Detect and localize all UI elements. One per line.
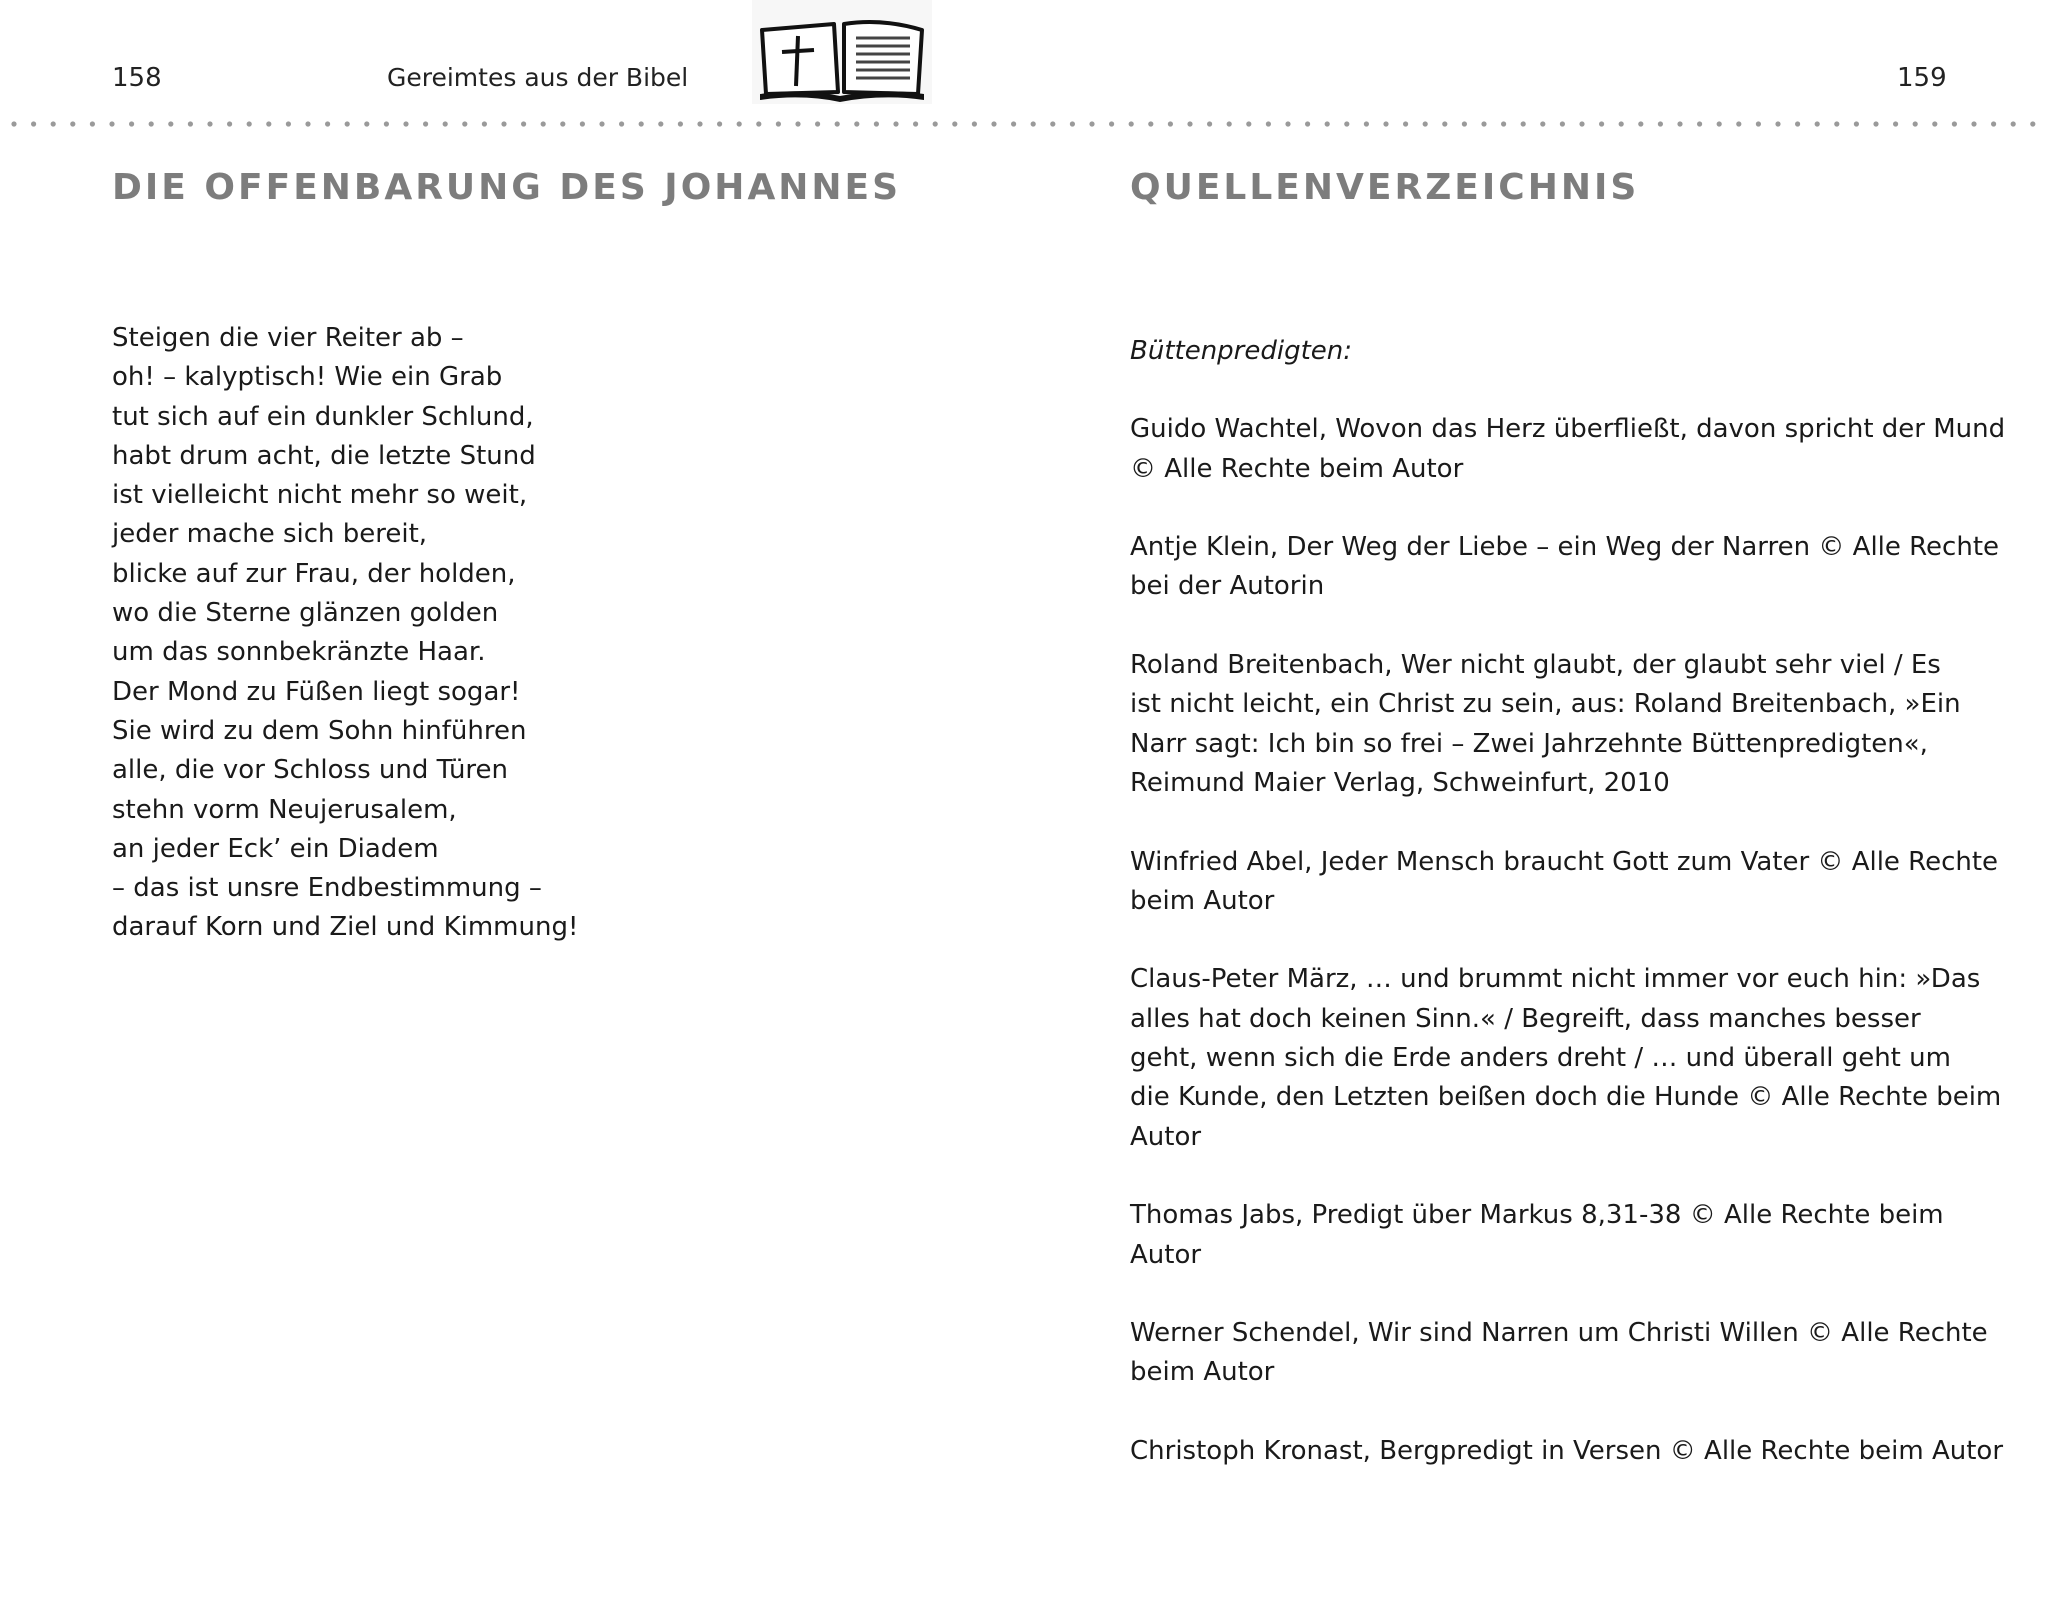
divider-dot	[1736, 121, 1741, 126]
divider-dot	[1560, 121, 1565, 126]
source-entry-line: Narr sagt: Ich bin so frei – Zwei Jahrzehnte Büttenpredigten«,	[1130, 728, 1928, 759]
divider-dot	[658, 121, 663, 126]
divider-dot	[1599, 121, 1604, 126]
divider-dot	[972, 121, 977, 126]
divider-dot	[1403, 121, 1408, 126]
source-entry-line: geht, wenn sich die Erde anders dreht / … und überall geht um	[1130, 1043, 1951, 1074]
divider-dot	[1325, 121, 1330, 126]
divider-dot	[1991, 121, 1996, 126]
source-entry-line: Thomas Jabs, Predigt über Markus 8,31-38 © Alle Rechte beim	[1130, 1200, 1944, 1231]
source-entry-line: beim Autor	[1130, 885, 1275, 916]
divider-dot	[168, 121, 173, 126]
divider-dot	[188, 121, 193, 126]
page-number-right: 159	[1897, 63, 1947, 93]
source-entry-line: Autor	[1130, 1121, 1202, 1152]
divider-dot	[1893, 121, 1898, 126]
divider-dot	[364, 121, 369, 126]
divider-dot	[1540, 121, 1545, 126]
source-entry	[1130, 1432, 2004, 1471]
divider-dot	[1932, 121, 1937, 126]
source-entry-line: Roland Breitenbach, Wer nicht glaubt, der glaubt sehr viel / Es	[1130, 650, 1941, 681]
divider-dot	[854, 121, 859, 126]
divider-dot	[1031, 121, 1036, 126]
divider-dot	[639, 121, 644, 126]
divider-dot	[1775, 121, 1780, 126]
divider-dot	[109, 121, 114, 126]
section-label: Büttenpredigten:	[1130, 336, 1353, 366]
source-entries	[1130, 410, 2006, 1471]
divider-dot	[1697, 121, 1702, 126]
divider-dot	[305, 121, 310, 126]
divider-dot	[129, 121, 134, 126]
divider-dot	[874, 121, 879, 126]
divider-dot	[1462, 121, 1467, 126]
source-entry-line: Autor	[1130, 1239, 1202, 1270]
divider-dot	[1834, 121, 1839, 126]
divider-dot	[717, 121, 722, 126]
divider-dot	[1344, 121, 1349, 126]
poem-line: stehn vorm Neujerusalem,	[112, 794, 457, 825]
running-title: Gereimtes aus der Bibel	[387, 63, 689, 92]
source-entry	[1130, 843, 1999, 922]
source-entry-line: alles hat doch keinen Sinn.« / Begreift, dass manches besser	[1130, 1003, 1921, 1034]
source-list	[1130, 332, 2006, 1511]
source-entry	[1130, 960, 2002, 1156]
divider-dot	[599, 121, 604, 126]
divider-dot	[1285, 121, 1290, 126]
source-entry-line: Christoph Kronast, Bergpredigt in Versen © Alle Rechte beim Autor	[1130, 1436, 2004, 1467]
divider-dot	[1913, 121, 1918, 126]
source-entry-line: Claus-Peter März, … und brummt nicht immer vor euch hin: »Das	[1130, 964, 1981, 995]
dotted-divider	[0, 118, 2048, 130]
poem-line: darauf Korn und Ziel und Kimmung!	[112, 912, 579, 943]
divider-dot	[1579, 121, 1584, 126]
divider-dot	[933, 121, 938, 126]
divider-dot	[776, 121, 781, 126]
divider-dot	[1677, 121, 1682, 126]
divider-dot	[207, 121, 212, 126]
source-entry-line: ist nicht leicht, ein Christ zu sein, aus: Roland Breitenbach, »Ein	[1130, 689, 1961, 720]
divider-dot	[1364, 121, 1369, 126]
poem-line: um das sonnbekränzte Haar.	[112, 637, 486, 668]
divider-dot	[1305, 121, 1310, 126]
divider-dot	[462, 121, 467, 126]
divider-dot	[1658, 121, 1663, 126]
poem-line: jeder mache sich bereit,	[112, 519, 428, 550]
divider-dot	[1854, 121, 1859, 126]
divider-dot	[325, 121, 330, 126]
divider-dot	[1521, 121, 1526, 126]
source-entry-line: Winfried Abel, Jeder Mensch braucht Gott zum Vater © Alle Rechte	[1130, 846, 1999, 877]
poem-line: tut sich auf ein dunkler Schlund,	[112, 401, 534, 432]
divider-dot	[1050, 121, 1055, 126]
divider-dot	[893, 121, 898, 126]
source-entry-line: die Kunde, den Letzten beißen doch die Hunde © Alle Rechte beim	[1130, 1082, 2002, 1113]
poem-line: wo die Sterne glänzen golden	[112, 598, 499, 629]
divider-dot	[560, 121, 565, 126]
divider-dot	[1501, 121, 1506, 126]
divider-dot	[149, 121, 154, 126]
divider-dot	[1873, 121, 1878, 126]
divider-dot	[1795, 121, 1800, 126]
divider-dot	[737, 121, 742, 126]
poem-line: Steigen die vier Reiter ab –	[112, 323, 464, 353]
divider-dot	[1089, 121, 1094, 126]
source-entry-line: Guido Wachtel, Wovon das Herz überfließt, davon spricht der Mund	[1130, 414, 2006, 445]
divider-dot	[1442, 121, 1447, 126]
divider-dot	[697, 121, 702, 126]
source-entry-line: Werner Schendel, Wir sind Narren um Christi Willen © Alle Rechte	[1130, 1318, 1988, 1349]
divider-dot	[501, 121, 506, 126]
divider-dot	[580, 121, 585, 126]
poem-line: – das ist unsre Endbestimmung –	[112, 873, 542, 904]
divider-dot	[1971, 121, 1976, 126]
divider-dot	[482, 121, 487, 126]
divider-dot	[1227, 121, 1232, 126]
source-entry	[1130, 1314, 1988, 1393]
divider-dot	[90, 121, 95, 126]
divider-dot	[345, 121, 350, 126]
divider-dot	[913, 121, 918, 126]
source-entry	[1130, 646, 1960, 803]
source-entry-line: beim Autor	[1130, 1357, 1275, 1388]
divider-dot	[403, 121, 408, 126]
divider-dot	[1619, 121, 1624, 126]
poem-line: Der Mond zu Füßen liegt sogar!	[112, 676, 521, 707]
open-bible-icon	[752, 0, 932, 104]
divider-dot	[619, 121, 624, 126]
poem-line: habt drum acht, die letzte Stund	[112, 440, 536, 471]
divider-dot	[991, 121, 996, 126]
divider-dot	[1756, 121, 1761, 126]
poem-line: an jeder Eck’ ein Diadem	[112, 833, 439, 864]
divider-dot	[1011, 121, 1016, 126]
page-number-left: 158	[112, 63, 162, 93]
divider-dot	[1638, 121, 1643, 126]
divider-dot	[1070, 121, 1075, 126]
chapter-title-right: QUELLENVERZEICHNIS	[1130, 167, 1640, 208]
divider-dot	[541, 121, 546, 126]
divider-dot	[1815, 121, 1820, 126]
divider-dot	[11, 121, 16, 126]
divider-dot	[1109, 121, 1114, 126]
divider-dot	[1481, 121, 1486, 126]
divider-dot	[1148, 121, 1153, 126]
divider-dot	[31, 121, 36, 126]
divider-dot	[2011, 121, 2016, 126]
divider-dot	[1717, 121, 1722, 126]
divider-dot	[1266, 121, 1271, 126]
divider-dot	[1187, 121, 1192, 126]
source-entry-line: Antje Klein, Der Weg der Liebe – ein Weg der Narren © Alle Rechte	[1130, 532, 2000, 563]
poem-line: ist vielleicht nicht mehr so weit,	[112, 480, 528, 511]
divider-dot	[1168, 121, 1173, 126]
divider-dot	[227, 121, 232, 126]
source-entry	[1130, 410, 2006, 489]
divider-dot	[443, 121, 448, 126]
divider-dot	[1383, 121, 1388, 126]
poem-line: blicke auf zur Frau, der holden,	[112, 558, 516, 589]
divider-dot	[521, 121, 526, 126]
divider-dot	[1423, 121, 1428, 126]
divider-dot	[286, 121, 291, 126]
source-entry-line: Reimund Maier Verlag, Schweinfurt, 2010	[1130, 767, 1670, 798]
poem-line: Sie wird zu dem Sohn hinführen	[112, 715, 527, 746]
divider-dot	[952, 121, 957, 126]
divider-dot	[70, 121, 75, 126]
divider-dot	[423, 121, 428, 126]
chapter-title-left: DIE OFFENBARUNG DES JOHANNES	[112, 167, 902, 208]
divider-dot	[1246, 121, 1251, 126]
divider-dot	[756, 121, 761, 126]
divider-dot	[51, 121, 56, 126]
source-entry	[1130, 528, 2000, 607]
source-entry-line: bei der Autorin	[1130, 571, 1325, 602]
divider-dot	[835, 121, 840, 126]
divider-dot	[266, 121, 271, 126]
divider-dot	[1952, 121, 1957, 126]
source-entry-line: © Alle Rechte beim Autor	[1130, 453, 1464, 484]
divider-dot	[247, 121, 252, 126]
divider-dot	[2030, 121, 2035, 126]
divider-dot	[795, 121, 800, 126]
divider-dot	[815, 121, 820, 126]
divider-dot	[384, 121, 389, 126]
poem-line: alle, die vor Schloss und Türen	[112, 755, 509, 786]
divider-dot	[1129, 121, 1134, 126]
poem-line: oh! – kalyptisch! Wie ein Grab	[112, 362, 503, 393]
divider-dot	[1207, 121, 1212, 126]
source-entry	[1130, 1196, 1960, 1275]
divider-dot	[678, 121, 683, 126]
poem-text	[112, 319, 812, 948]
